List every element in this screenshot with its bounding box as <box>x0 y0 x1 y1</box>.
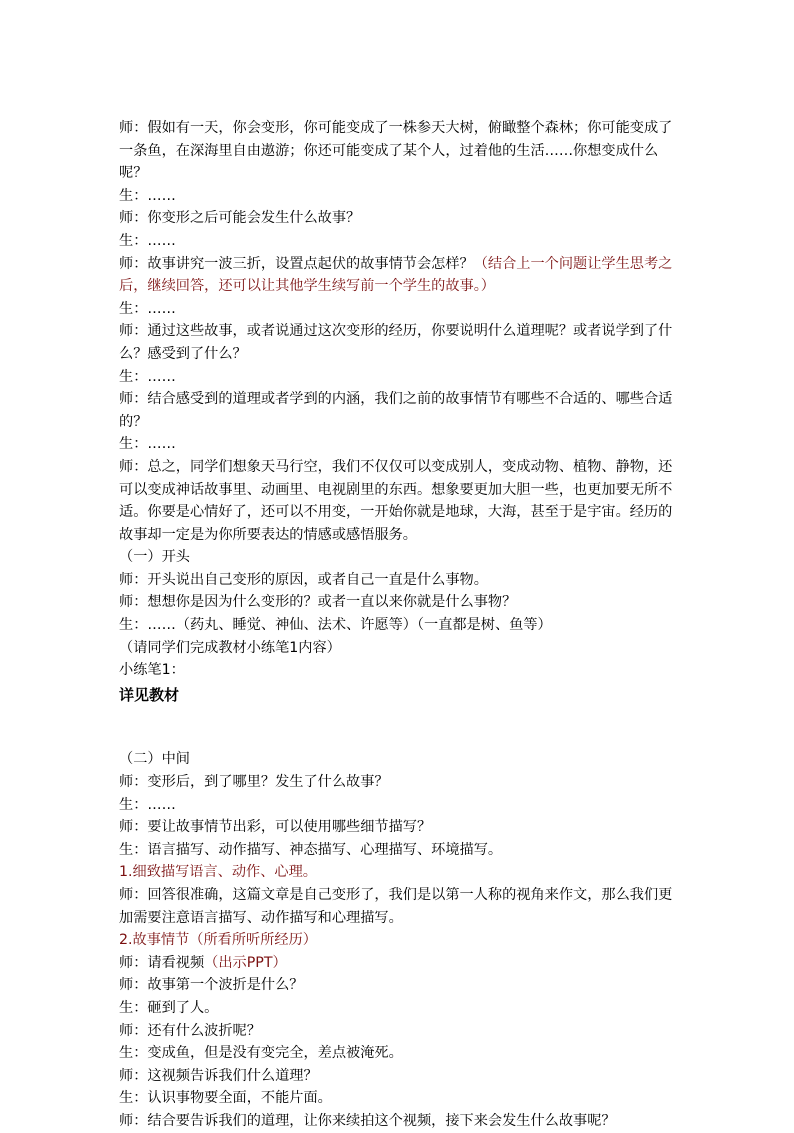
teacher-line: 师：还有什么波折呢？ <box>119 1022 261 1039</box>
teacher-line: 师：变形后，到了哪里？发生了什么故事？ <box>119 774 389 791</box>
teacher-line: 师：回答很准确，这篇文章是自己变形了，我们是以第一人称的视角来作文，那么我们更加需要注意语言描写、动作描写和心理描写。 <box>119 887 673 926</box>
teacher-line: 师：总之，同学们想象天马行空，我们不仅仅可以变成别人，变成动物、植物、静物，还可以变成神话故事里、动画里、电视剧里的东西。想象要更加大胆一些，也更加要无所不适。你要是心情好了，还可以不用变，一开始你就是地球，大海，甚至于是宇宙。经历的故事却一定是为你所要表达的情感或感悟服务。 <box>119 458 673 543</box>
teacher-question: 师：故事讲究一波三折，设置点起伏的故事情节会怎样？ <box>119 255 474 272</box>
student-line: 生：…… <box>119 232 176 249</box>
student-line: 生：认识事物要全面，不能片面。 <box>119 1090 332 1107</box>
teacher-line: 师：想想你是因为什么变形的？或者一直以来你就是什么事物？ <box>119 594 517 611</box>
exercise-label: 小练笔1： <box>119 662 185 679</box>
teacher-line <box>119 253 679 298</box>
teacher-line: 师：你变形之后可能会发生什么故事？ <box>119 210 361 227</box>
student-line: 生：砸到了人。 <box>119 999 219 1016</box>
student-line: 生：变成鱼，但是没有变完全，差点被淹死。 <box>119 1045 403 1062</box>
lesson-text <box>119 117 679 1133</box>
student-line: 生：…… <box>119 436 176 453</box>
teacher-line: 师：假如有一天，你会变形，你可能变成了一株参天大树，俯瞰整个森林；你可能变成了一条鱼，在深海里自由遨游；你还可能变成了某个人，过着他的生活……你想变成什么呢？ <box>119 120 673 182</box>
point-heading-2: 2.故事情节（所看所听所经历） <box>119 932 317 949</box>
section-heading-opening: （一）开头 <box>119 549 190 566</box>
student-line: 生：…… <box>119 368 176 385</box>
student-line: 生：…… <box>119 187 176 204</box>
ppt-note: （出示PPT） <box>204 954 287 971</box>
teacher-line: 师：结合要告诉我们的道理，让你来续拍这个视频，接下来会发生什么故事呢？ <box>119 1112 616 1129</box>
point-heading-1: 1.细致描写语言、动作、心理。 <box>119 864 317 881</box>
section-heading-middle: （二）中间 <box>119 751 190 768</box>
teacher-line: 师：这视频告诉我们什么道理？ <box>119 1067 318 1084</box>
see-textbook: 详见教材 <box>119 685 180 704</box>
student-line: 生：……（药丸、睡觉、神仙、法术、许愿等）（一直都是树、鱼等） <box>119 617 552 634</box>
student-line: 生：语言描写、动作描写、神态描写、心理描写、环境描写。 <box>119 841 503 858</box>
teacher-line <box>119 952 679 975</box>
teacher-line: 师：开头说出自己变形的原因，或者自己一直是什么事物。 <box>119 571 488 588</box>
teacher-line: 师：要让故事情节出彩，可以使用哪些细节描写？ <box>119 819 432 836</box>
teaching-note: （结合上一个问题让学生思考之后，继续回答，还可以让其他学生续写前一个学生的故事。） <box>119 255 673 295</box>
exercise-instruction: （请同学们完成教材小练笔1内容） <box>119 639 341 656</box>
student-line: 生：…… <box>119 300 176 317</box>
teacher-instruction: 师：请看视频 <box>119 954 205 971</box>
teacher-line: 师：结合感受到的道理或者学到的内涵，我们之前的故事情节有哪些不合适的、哪些合适的？ <box>119 391 673 430</box>
teacher-line: 师：通过这些故事，或者说通过这次变形的经历，你要说明什么道理呢？或者说学到了什么？感受到了什么？ <box>119 323 673 362</box>
student-line: 生：…… <box>119 796 176 813</box>
teacher-line: 师：故事第一个波折是什么？ <box>119 977 304 994</box>
